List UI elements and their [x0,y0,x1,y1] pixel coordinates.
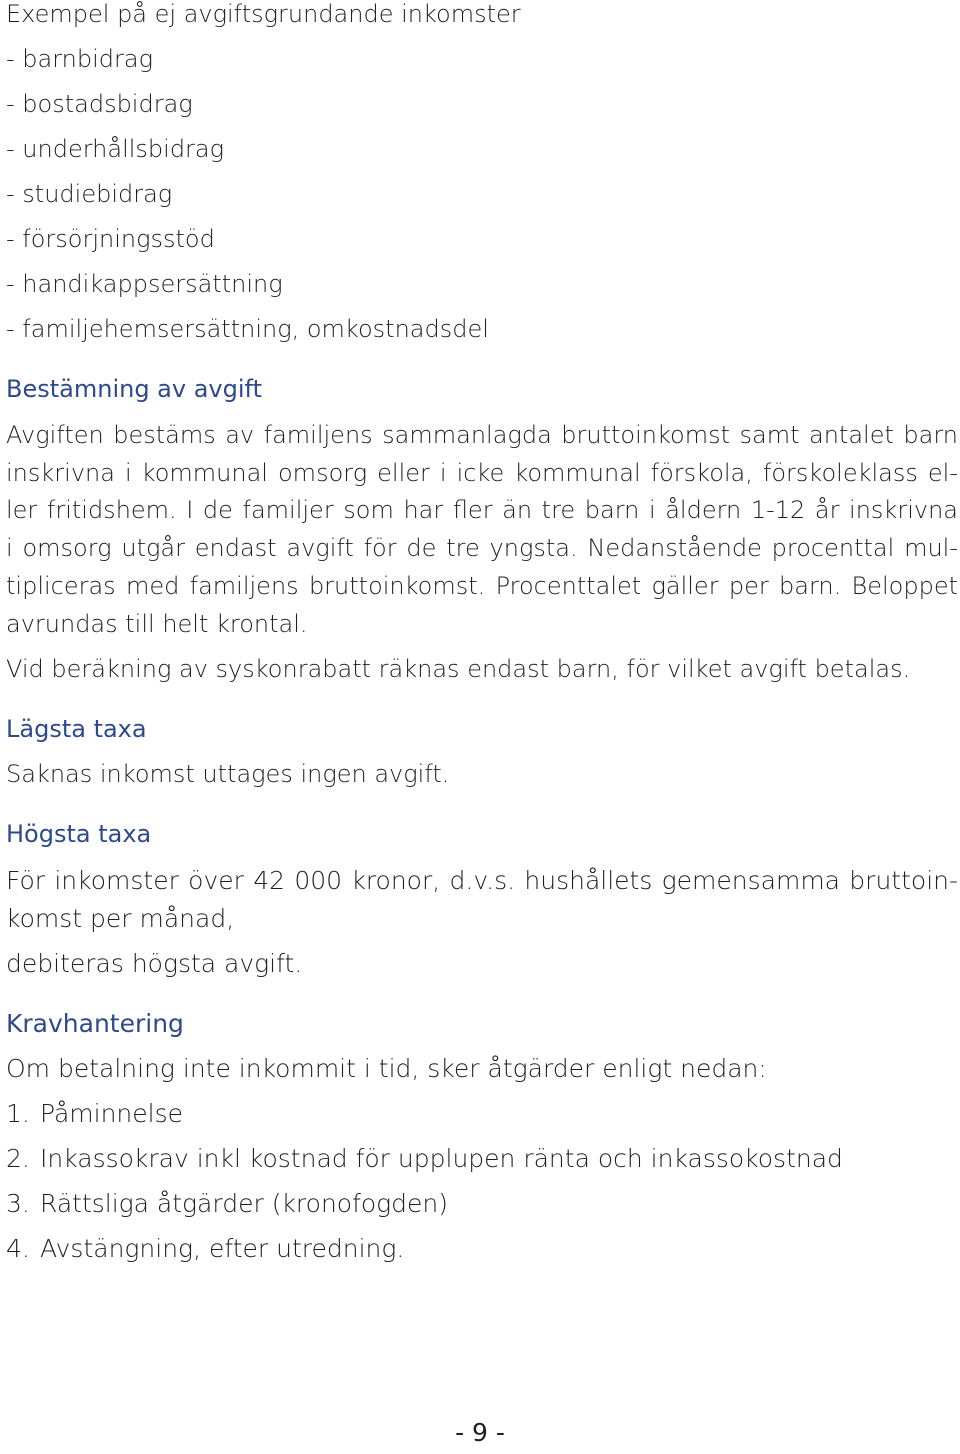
syskonrabatt-note: Vid beräkning av syskonrabatt räknas endast barn, för vilket avgift betalas. [6,655,911,683]
list-text: Avstängning, efter utredning. [40,1234,405,1263]
krav-intro: Om betalning inte inkommit i tid, sker åtgärder enligt nedan: [6,1054,767,1083]
list-item: - familjehemsersättning, omkostnadsdel [6,315,489,343]
paragraph-line: i omsorg utgår endast avgift för de tre yngsta. Nedanstående procenttal mul- [6,534,958,562]
intro-title: Exempel på ej avgiftsgrundande inkomster [6,0,521,28]
list-item: - underhållsbidrag [6,135,225,163]
paragraph-line: För inkomster över 42 000 kronor, d.v.s. hushållets gemensamma bruttoin- [6,866,958,895]
list-item: - handikappsersättning [6,270,283,298]
list-item [6,1234,404,1263]
lagsta-text: Saknas inkomst uttages ingen avgift. [6,760,450,788]
list-item [6,1099,183,1128]
list-text: Inkassokrav inkl kostnad för upplupen ränta och inkassokostnad [40,1144,843,1173]
section-heading-krav: Kravhantering [6,1009,184,1038]
hogsta-text: debiteras högsta avgift. [6,949,303,978]
list-number: 1. [6,1099,30,1128]
list-item: - barnbidrag [6,45,153,73]
list-text: Rättsliga åtgärder (kronofogden) [40,1189,449,1218]
section-heading-bestamning: Bestämning av avgift [6,375,262,403]
page-number: - 9 - [455,1418,505,1447]
list-item [6,1189,448,1218]
paragraph-line: tipliceras med familjens bruttoinkomst. Procenttalet gäller per barn. Beloppet [6,572,958,600]
section-heading-lagsta: Lägsta taxa [6,715,147,743]
paragraph-line: avrundas till helt krontal. [6,610,308,638]
list-number: 4. [6,1234,30,1263]
list-item: - studiebidrag [6,180,173,208]
list-text: Påminnelse [40,1099,183,1128]
list-number: 2. [6,1144,30,1173]
paragraph-line: Avgiften bestäms av familjens sammanlagda bruttoinkomst samt antalet barn [6,421,958,449]
paragraph-line: komst per månad, [6,904,235,933]
list-number: 3. [6,1189,30,1218]
list-item [6,1144,843,1173]
paragraph-line: inskrivna i kommunal omsorg eller i icke kommunal förskola, förskoleklass el- [6,459,958,487]
list-item: - bostadsbidrag [6,90,193,118]
paragraph-line: ler fritidshem. I de familjer som har fler än tre barn i åldern 1-12 år inskrivna [6,496,958,524]
list-item: - försörjningsstöd [6,225,215,253]
section-heading-hogsta: Högsta taxa [6,820,152,848]
